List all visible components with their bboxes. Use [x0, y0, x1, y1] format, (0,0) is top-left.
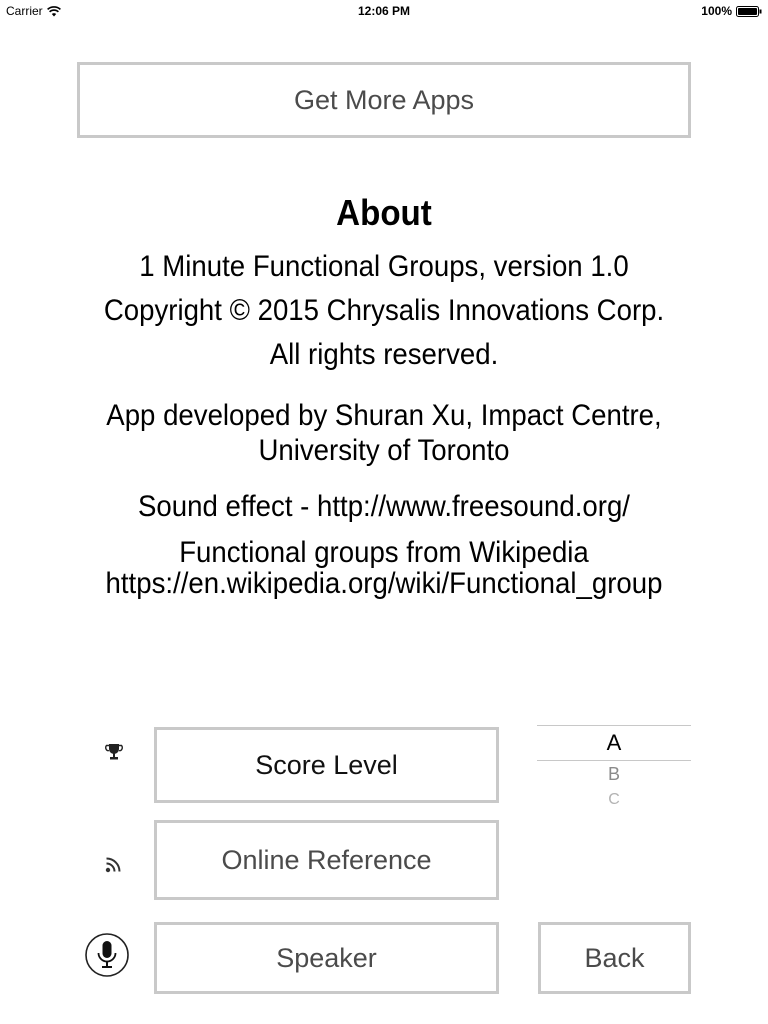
status-time: 12:06 PM	[357, 4, 411, 18]
trophy-icon	[102, 740, 126, 764]
picker-top-divider	[537, 725, 691, 726]
battery-label: 100%	[701, 4, 732, 18]
score-level-label: Score Level	[255, 749, 398, 780]
developer-text-line2: University of Toronto	[258, 434, 510, 467]
copyright-text: Copyright © 2015 Chrysalis Innovations Corp.	[103, 294, 665, 327]
status-right	[701, 4, 762, 18]
speaker-button[interactable]	[154, 922, 499, 994]
level-picker[interactable]	[537, 720, 691, 820]
picker-bottom-divider	[537, 760, 691, 761]
speaker-label: Speaker	[276, 942, 377, 973]
back-label: Back	[584, 942, 645, 973]
microphone-icon[interactable]	[84, 932, 130, 978]
online-reference-button[interactable]	[154, 820, 499, 900]
developer-text-line1: App developed by Shuran Xu, Impact Centre,	[106, 399, 662, 432]
back-button[interactable]	[538, 922, 691, 994]
get-more-apps-button[interactable]	[77, 62, 691, 138]
groups-url-text: https://en.wikipedia.org/wiki/Functional_group	[105, 567, 663, 600]
groups-source-text: Functional groups from Wikipedia	[179, 536, 589, 569]
picker-item[interactable]: B	[607, 764, 620, 784]
get-more-apps-label: Get More Apps	[293, 84, 475, 115]
battery-icon	[736, 6, 762, 17]
online-reference-label: Online Reference	[221, 844, 432, 875]
rights-text: All rights reserved.	[269, 338, 499, 371]
picker-item-selected[interactable]: A	[606, 730, 622, 755]
about-title: About	[336, 192, 432, 233]
score-level-button[interactable]	[154, 727, 499, 803]
sound-effect-text: Sound effect - http://www.freesound.org/	[138, 490, 630, 523]
picker-item[interactable]: C	[608, 791, 620, 808]
carrier-label: Carrier	[6, 4, 43, 18]
app-version-text: 1 Minute Functional Groups, version 1.0	[139, 250, 629, 283]
rss-icon	[102, 852, 126, 876]
status-bar	[0, 0, 768, 22]
